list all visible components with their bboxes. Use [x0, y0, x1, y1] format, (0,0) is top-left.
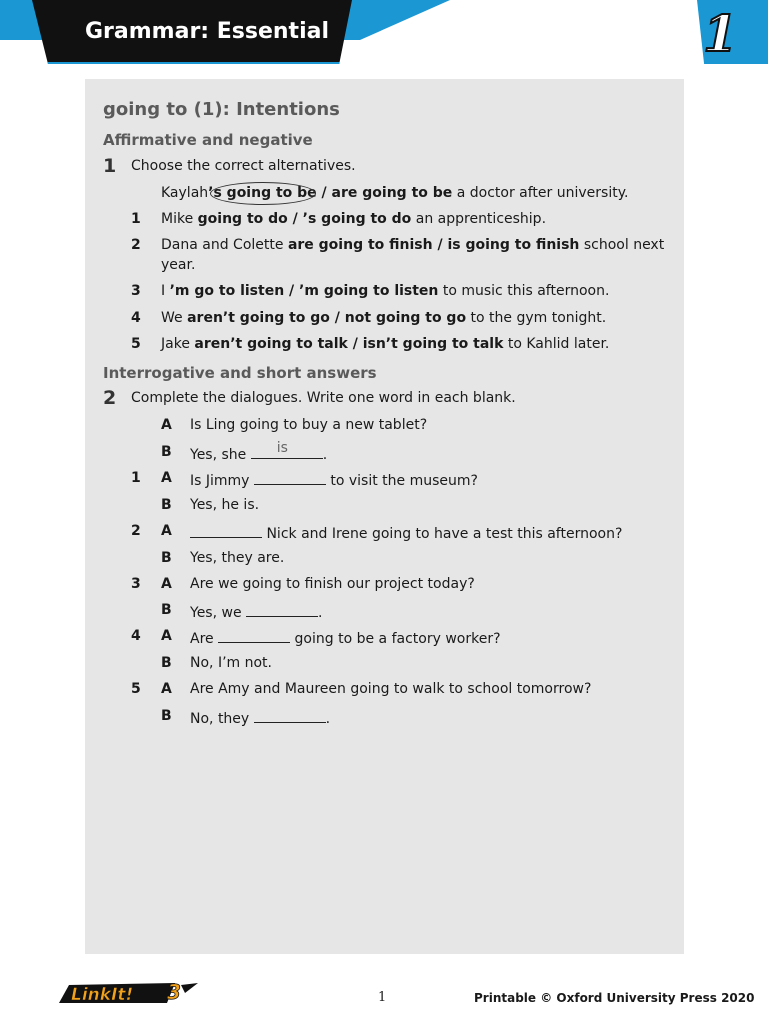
ex2-item-4-answer: No, I’m not.: [190, 655, 272, 671]
item-option-2[interactable]: isn’t going to talk: [362, 336, 504, 352]
example-answer-circle: [210, 182, 316, 205]
speaker-b-label: B: [161, 550, 172, 566]
exercise-2-number: 2: [103, 387, 117, 409]
item-text: to the gym tonight.: [466, 310, 607, 326]
item-text: an apprenticeship.: [411, 211, 547, 227]
question-text: Nick and Irene going to have a test this afternoon?: [262, 526, 623, 542]
item-text: Mike: [161, 211, 198, 227]
example-question: Is Ling going to buy a new tablet?: [190, 417, 428, 433]
question-text: to visit the museum?: [325, 473, 478, 489]
item-text: Jake: [161, 336, 195, 352]
question-text: going to be a factory worker?: [290, 631, 501, 647]
answer-blank[interactable]: [254, 470, 326, 485]
item-option-2[interactable]: not going to go: [344, 310, 467, 326]
exercise-2-instruction: Complete the dialogues. Write one word in each blank.: [131, 390, 516, 406]
answer-blank[interactable]: [218, 628, 290, 643]
subsection-interrogative: Interrogative and short answers: [103, 364, 377, 382]
ex2-item-2-question: [190, 523, 622, 542]
item-option-1[interactable]: are going to finish: [287, 237, 433, 253]
ex2-item-2-answer: Yes, they are.: [190, 550, 285, 566]
example-option-1: ’s going to be: [208, 185, 317, 201]
answer-text: No, they: [190, 711, 254, 727]
ex2-item-3-question: Are we going to finish our project today?: [190, 576, 475, 592]
answer-text: .: [322, 447, 328, 463]
speaker-b-label: B: [161, 655, 172, 671]
ex2-item-5-question: Are Amy and Maureen going to walk to school tomorrow?: [190, 681, 592, 697]
item-text: school next: [579, 237, 665, 253]
item-separator: /: [284, 283, 300, 299]
exercise-1-number: 1: [103, 155, 117, 177]
item-option-1[interactable]: aren’t going to talk: [194, 336, 348, 352]
ex1-item-number: 4: [131, 310, 141, 326]
section-title: going to (1): Intentions: [103, 99, 340, 120]
item-option-1[interactable]: aren’t going to go: [187, 310, 330, 326]
ex1-item-5: [161, 336, 609, 352]
ex2-item-1-question: [190, 470, 478, 489]
item-option-1[interactable]: going to do: [197, 211, 288, 227]
linkit-logo: [55, 979, 200, 1005]
ex1-item-3: [161, 283, 609, 299]
svg-text:3: 3: [167, 980, 181, 1004]
item-option-2[interactable]: ’m going to listen: [299, 283, 439, 299]
example-answer: [190, 440, 328, 463]
speaker-a-label: A: [161, 576, 172, 592]
exercise-1-instruction: Choose the correct alternatives.: [131, 158, 356, 174]
answer-text: Yes, she: [190, 447, 251, 463]
ex2-item-1-answer: Yes, he is.: [190, 497, 260, 513]
speaker-b-label: B: [161, 497, 172, 513]
item-text: to music this afternoon.: [438, 283, 610, 299]
answer-text: .: [318, 605, 323, 621]
ex2-item-number: 3: [131, 576, 141, 592]
subsection-affirmative: Affirmative and negative: [103, 131, 313, 149]
speaker-b-label: B: [161, 602, 172, 618]
speaker-a-label: A: [161, 470, 172, 486]
ex1-item-number: 2: [131, 237, 141, 253]
example-filled-answer: is: [276, 440, 288, 456]
ex1-item-2-continued: year.: [161, 257, 196, 273]
example-option-2: are going to be: [331, 185, 453, 201]
ex2-item-number: 1: [131, 470, 141, 486]
ex1-item-number: 1: [131, 211, 141, 227]
ex2-item-number: 2: [131, 523, 141, 539]
svg-text:LinkIt!: LinkIt!: [71, 985, 134, 1005]
item-option-2[interactable]: ’s going to do: [302, 211, 412, 227]
unit-number: 1: [703, 4, 738, 63]
speaker-b-label: B: [161, 444, 172, 460]
page-number: 1: [378, 990, 387, 1005]
ex1-item-number: 5: [131, 336, 141, 352]
example-blank: [251, 440, 323, 459]
ex1-item-1: [161, 211, 546, 227]
question-text: Are: [190, 631, 219, 647]
speaker-a-label: A: [161, 523, 172, 539]
item-option-2[interactable]: is going to finish: [447, 237, 580, 253]
example-rest: a doctor after university.: [452, 185, 629, 201]
question-text: Is Jimmy: [190, 473, 254, 489]
ex1-item-4: [161, 310, 606, 326]
speaker-a-label: A: [161, 628, 172, 644]
ex1-item-2: [161, 237, 664, 253]
item-separator: /: [287, 211, 303, 227]
speaker-a-label: A: [161, 417, 172, 433]
ex2-item-number: 4: [131, 628, 141, 644]
item-separator: /: [347, 336, 363, 352]
ex2-item-4-question: [190, 628, 501, 647]
item-text: Dana and Colette: [161, 237, 288, 253]
example-separator: /: [316, 185, 332, 201]
speaker-a-label: A: [161, 681, 172, 697]
answer-text: .: [325, 711, 331, 727]
item-separator: /: [329, 310, 345, 326]
ex2-item-3-answer: [190, 602, 322, 621]
item-text: We: [161, 310, 188, 326]
answer-blank[interactable]: [254, 708, 326, 723]
answer-blank[interactable]: [246, 602, 318, 617]
answer-text: Yes, we: [190, 605, 247, 621]
ex2-item-5-answer: [190, 708, 330, 727]
speaker-b-label: B: [161, 708, 172, 724]
item-separator: /: [432, 237, 448, 253]
example-subject: Kaylah: [161, 185, 209, 201]
ex1-item-number: 3: [131, 283, 141, 299]
copyright-credit: Printable © Oxford University Press 2020: [474, 991, 755, 1005]
answer-blank[interactable]: [190, 523, 262, 538]
page-title: Grammar: Essential: [85, 19, 329, 44]
item-text: to Kahlid later.: [503, 336, 610, 352]
item-text: I: [161, 283, 170, 299]
item-option-1[interactable]: ’m go to listen: [169, 283, 285, 299]
ex2-item-number: 5: [131, 681, 141, 697]
